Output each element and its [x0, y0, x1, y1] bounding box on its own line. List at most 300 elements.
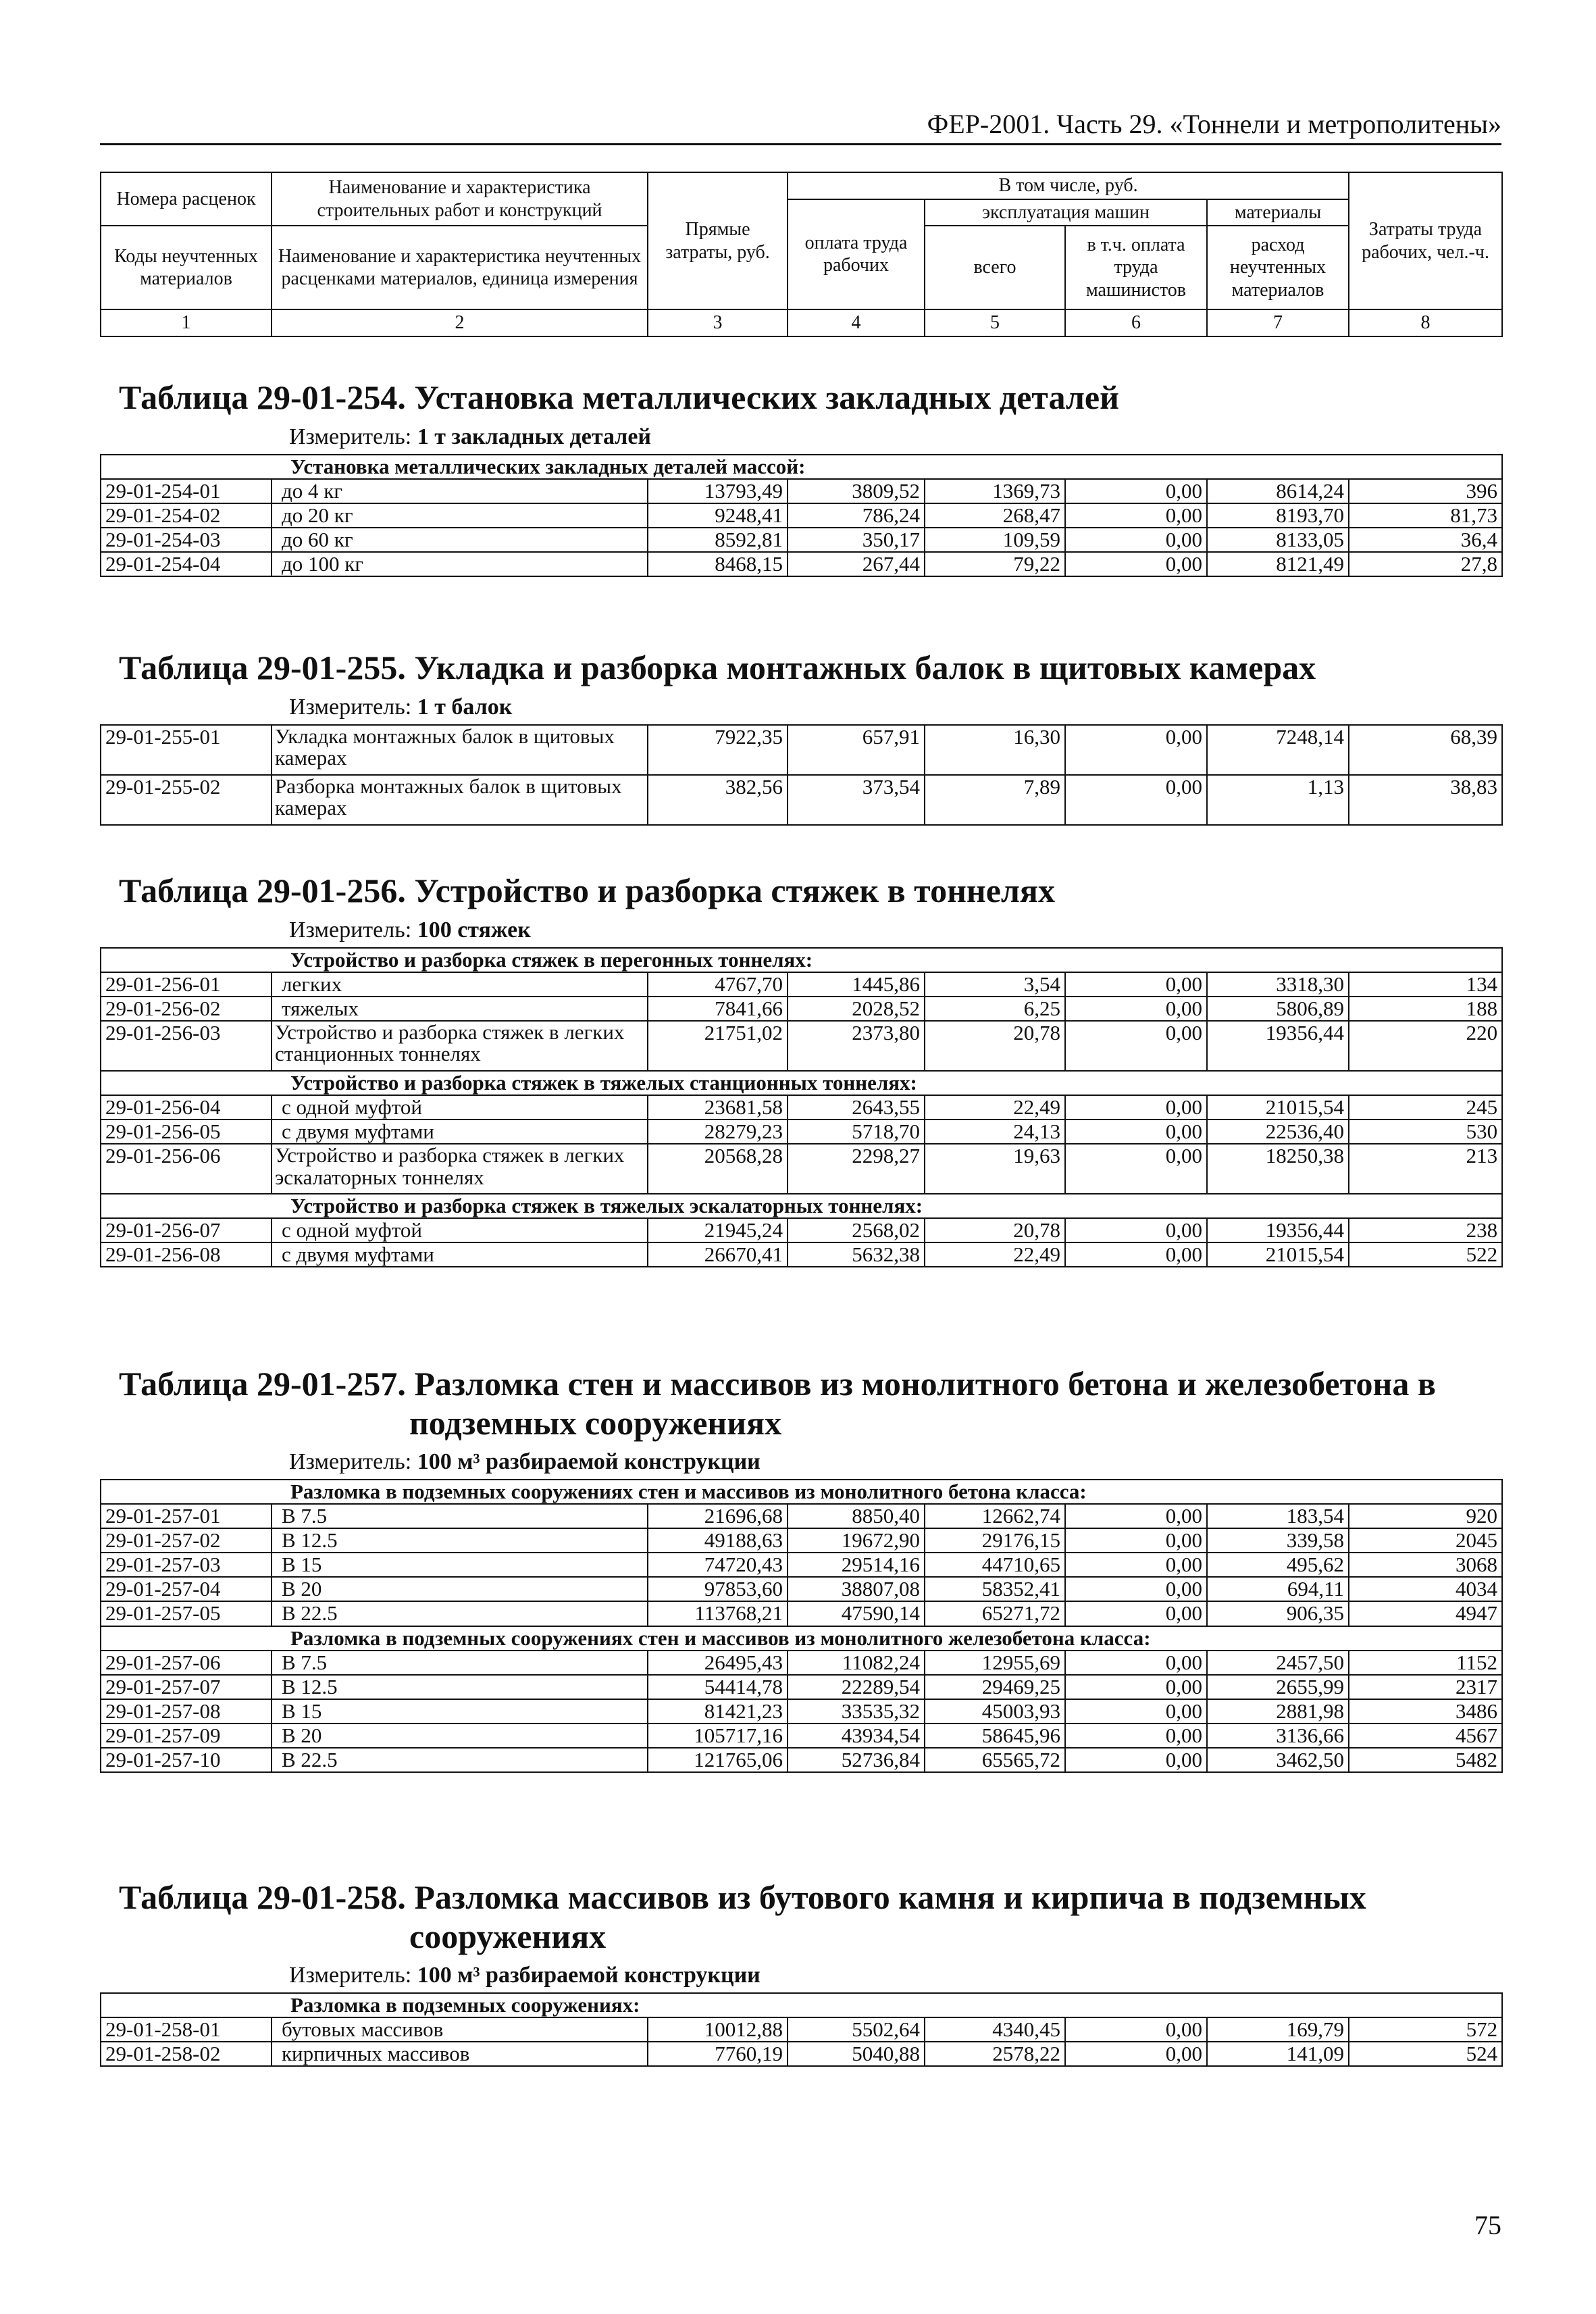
materials-cost: 2881,98 [1207, 1699, 1349, 1724]
table-row [101, 1748, 1502, 1772]
labor-pay: 267,44 [788, 552, 925, 576]
col-index-5: 5 [925, 309, 1065, 336]
machine-cost: 20,78 [925, 1218, 1065, 1242]
direct-cost: 49188,63 [648, 1528, 788, 1553]
materials-cost: 169,79 [1207, 2017, 1349, 2042]
rate-table-section [100, 1878, 1501, 2067]
machine-cost: 22,49 [925, 1242, 1065, 1267]
rate-code: 29-01-255-02 [101, 775, 272, 825]
table-title-line: Таблица 29-01-257. Разломка стен и массивов из монолитного бетона и железобетона в [119, 1365, 1436, 1403]
labor-hours: 3486 [1349, 1699, 1502, 1724]
table-row [101, 552, 1502, 576]
rate-code: 29-01-256-08 [101, 1242, 272, 1267]
materials-cost: 18250,38 [1207, 1144, 1349, 1194]
work-name: В 7.5 [272, 1504, 648, 1528]
table-title-line: Таблица 29-01-255. Укладка и разборка монтажных балок в щитовых камерах [119, 649, 1316, 686]
col-labor-pay-header: оплата труда рабочих [788, 199, 925, 310]
table-title [119, 1365, 1501, 1442]
direct-cost: 8592,81 [648, 528, 788, 552]
rate-table-section [100, 378, 1501, 577]
machinist-pay: 0,00 [1065, 1577, 1207, 1601]
table-row [101, 775, 1502, 825]
group-label: Устройство и разборка стяжек в перегонных тоннелях: [101, 948, 1502, 972]
machinist-pay: 0,00 [1065, 2017, 1207, 2042]
table-row [101, 972, 1502, 997]
rate-table [100, 947, 1503, 1268]
machine-cost: 65565,72 [925, 1748, 1065, 1772]
col-materials-usage-header: расход неучтенных материалов [1207, 226, 1349, 309]
machinist-pay: 0,00 [1065, 552, 1207, 576]
materials-cost: 19356,44 [1207, 1218, 1349, 1242]
table-row [101, 1651, 1502, 1675]
group-header-row [101, 455, 1502, 479]
rate-code: 29-01-256-01 [101, 972, 272, 997]
machinist-pay: 0,00 [1065, 503, 1207, 528]
rate-code: 29-01-254-02 [101, 503, 272, 528]
work-name: до 100 кг [272, 552, 648, 576]
machine-cost: 3,54 [925, 972, 1065, 997]
materials-cost: 8193,70 [1207, 503, 1349, 528]
measure-unit: 100 м³ разбираемой конструкции [417, 1963, 761, 1988]
direct-cost: 23681,58 [648, 1095, 788, 1120]
machine-cost: 22,49 [925, 1095, 1065, 1120]
table-title [119, 1878, 1501, 1956]
table-title-line: Таблица 29-01-258. Разломка массивов из бутового камня и кирпича в подземных [119, 1878, 1366, 1916]
measure-unit-line [289, 1963, 1501, 1988]
labor-pay: 1445,86 [788, 972, 925, 997]
machinist-pay: 0,00 [1065, 725, 1207, 775]
direct-cost: 81421,23 [648, 1699, 788, 1724]
group-header-row [101, 1194, 1502, 1218]
measure-unit-line [289, 917, 1501, 943]
work-name: В 20 [272, 1577, 648, 1601]
machinist-pay: 0,00 [1065, 1218, 1207, 1242]
measure-label: Измеритель: [289, 1449, 412, 1474]
machinist-pay: 0,00 [1065, 997, 1207, 1021]
direct-cost: 4767,70 [648, 972, 788, 997]
labor-pay: 5502,64 [788, 2017, 925, 2042]
rate-code: 29-01-256-06 [101, 1144, 272, 1194]
measure-unit-line [289, 1449, 1501, 1475]
machinist-pay: 0,00 [1065, 1528, 1207, 1553]
direct-cost: 8468,15 [648, 552, 788, 576]
work-name: с одной муфтой [272, 1095, 648, 1120]
column-header-table [100, 172, 1503, 337]
rate-code: 29-01-257-02 [101, 1528, 272, 1553]
table-title-line-2: сооружениях [409, 1917, 607, 1955]
labor-hours: 188 [1349, 997, 1502, 1021]
materials-cost: 2457,50 [1207, 1651, 1349, 1675]
labor-pay: 786,24 [788, 503, 925, 528]
machinist-pay: 0,00 [1065, 1748, 1207, 1772]
table-row [101, 1021, 1502, 1071]
rate-code: 29-01-256-07 [101, 1218, 272, 1242]
running-title: ФЕР-2001. Часть 29. «Тоннели и метрополитены» [927, 109, 1501, 139]
group-label: Разломка в подземных сооружениях: [101, 1993, 1502, 2017]
labor-pay: 350,17 [788, 528, 925, 552]
work-name: В 22.5 [272, 1601, 648, 1626]
materials-cost: 3462,50 [1207, 1748, 1349, 1772]
labor-hours: 220 [1349, 1021, 1502, 1071]
machine-cost: 2578,22 [925, 2042, 1065, 2066]
materials-cost: 21015,54 [1207, 1095, 1349, 1120]
rate-code: 29-01-254-01 [101, 479, 272, 503]
rate-table [100, 1479, 1503, 1773]
direct-cost: 74720,43 [648, 1553, 788, 1577]
materials-cost: 7248,14 [1207, 725, 1349, 775]
materials-cost: 495,62 [1207, 1553, 1349, 1577]
table-title-line: Таблица 29-01-256. Устройство и разборка стяжек в тоннелях [119, 872, 1055, 909]
work-name: легких [272, 972, 648, 997]
machine-cost: 6,25 [925, 997, 1065, 1021]
measure-unit: 100 стяжек [417, 917, 531, 942]
machinist-pay: 0,00 [1065, 1144, 1207, 1194]
group-label: Установка металлических закладных деталей массой: [101, 455, 1502, 479]
machinist-pay: 0,00 [1065, 1675, 1207, 1699]
labor-pay: 2028,52 [788, 997, 925, 1021]
rate-code: 29-01-257-09 [101, 1724, 272, 1748]
machinist-pay: 0,00 [1065, 1095, 1207, 1120]
rate-code: 29-01-256-02 [101, 997, 272, 1021]
labor-hours: 68,39 [1349, 725, 1502, 775]
work-name: кирпичных массивов [272, 2042, 648, 2066]
labor-pay: 3809,52 [788, 479, 925, 503]
labor-hours: 524 [1349, 2042, 1502, 2066]
direct-cost: 113768,21 [648, 1601, 788, 1626]
rate-code: 29-01-255-01 [101, 725, 272, 775]
machine-cost: 19,63 [925, 1144, 1065, 1194]
rate-code: 29-01-257-04 [101, 1577, 272, 1601]
work-name: Разборка монтажных балок в щитовых камерах [272, 775, 648, 825]
rate-code: 29-01-257-05 [101, 1601, 272, 1626]
machine-cost: 1369,73 [925, 479, 1065, 503]
machinist-pay: 0,00 [1065, 972, 1207, 997]
materials-cost: 906,35 [1207, 1601, 1349, 1626]
labor-hours: 2045 [1349, 1528, 1502, 1553]
labor-hours: 5482 [1349, 1748, 1502, 1772]
measure-unit-line [289, 424, 1501, 450]
table-row [101, 725, 1502, 775]
machine-cost: 16,30 [925, 725, 1065, 775]
col-index-8: 8 [1349, 309, 1502, 336]
table-row [101, 2042, 1502, 2066]
work-name: В 12.5 [272, 1528, 648, 1553]
rate-code: 29-01-254-03 [101, 528, 272, 552]
direct-cost: 26670,41 [648, 1242, 788, 1267]
col-index-7: 7 [1207, 309, 1349, 336]
table-row [101, 1699, 1502, 1724]
materials-cost: 19356,44 [1207, 1021, 1349, 1071]
col-index-3: 3 [648, 309, 788, 336]
labor-hours: 38,83 [1349, 775, 1502, 825]
rate-code: 29-01-254-04 [101, 552, 272, 576]
group-header-row [101, 948, 1502, 972]
labor-hours: 27,8 [1349, 552, 1502, 576]
table-row [101, 1120, 1502, 1144]
machine-cost: 45003,93 [925, 1699, 1065, 1724]
direct-cost: 10012,88 [648, 2017, 788, 2042]
materials-cost: 3136,66 [1207, 1724, 1349, 1748]
work-name: В 20 [272, 1724, 648, 1748]
table-row [101, 1601, 1502, 1626]
machine-cost: 12662,74 [925, 1504, 1065, 1528]
labor-pay: 2373,80 [788, 1021, 925, 1071]
materials-cost: 3318,30 [1207, 972, 1349, 997]
machine-cost: 4340,45 [925, 2017, 1065, 2042]
group-label: Устройство и разборка стяжек в тяжелых эскалаторных тоннелях: [101, 1194, 1502, 1218]
rate-table-section [100, 649, 1501, 826]
group-label: Разломка в подземных сооружениях стен и массивов из монолитного бетона класса: [101, 1480, 1502, 1504]
machine-cost: 58645,96 [925, 1724, 1065, 1748]
group-header-row [101, 1993, 1502, 2017]
measure-unit: 100 м³ разбираемой конструкции [417, 1449, 761, 1474]
labor-hours: 36,4 [1349, 528, 1502, 552]
col-machine-total-header: всего [925, 226, 1065, 309]
labor-hours: 396 [1349, 479, 1502, 503]
table-row [101, 1504, 1502, 1528]
machinist-pay: 0,00 [1065, 775, 1207, 825]
materials-cost: 5806,89 [1207, 997, 1349, 1021]
work-name: В 22.5 [272, 1748, 648, 1772]
rate-table-section [100, 872, 1501, 1267]
table-row [101, 1242, 1502, 1267]
direct-cost: 7841,66 [648, 997, 788, 1021]
labor-pay: 43934,54 [788, 1724, 925, 1748]
direct-cost: 382,56 [648, 775, 788, 825]
work-name: В 7.5 [272, 1651, 648, 1675]
materials-cost: 183,54 [1207, 1504, 1349, 1528]
machinist-pay: 0,00 [1065, 1504, 1207, 1528]
group-label: Разломка в подземных сооружениях стен и массивов из монолитного железобетона класса: [101, 1626, 1502, 1651]
machinist-pay: 0,00 [1065, 479, 1207, 503]
work-name: с одной муфтой [272, 1218, 648, 1242]
work-name: бутовых массивов [272, 2017, 648, 2042]
rate-table-section [100, 1365, 1501, 1773]
labor-hours: 1152 [1349, 1651, 1502, 1675]
col-name-header: Наименование и характеристика строительных работ и конструкций [272, 172, 648, 226]
group-header-row [101, 1626, 1502, 1651]
group-header-row [101, 1071, 1502, 1095]
work-name: В 15 [272, 1553, 648, 1577]
materials-cost: 1,13 [1207, 775, 1349, 825]
direct-cost: 9248,41 [648, 503, 788, 528]
materials-cost: 141,09 [1207, 2042, 1349, 2066]
col-direct-header: Прямые затраты, руб. [648, 172, 788, 309]
table-row [101, 2017, 1502, 2042]
labor-hours: 245 [1349, 1095, 1502, 1120]
machine-cost: 268,47 [925, 503, 1065, 528]
materials-cost: 8121,49 [1207, 552, 1349, 576]
table-title [119, 649, 1501, 688]
work-name: Укладка монтажных балок в щитовых камерах [272, 725, 648, 775]
table-row [101, 1724, 1502, 1748]
labor-hours: 920 [1349, 1504, 1502, 1528]
machine-cost: 65271,72 [925, 1601, 1065, 1626]
col-index-2: 2 [272, 309, 648, 336]
machine-cost: 12955,69 [925, 1651, 1065, 1675]
table-row [101, 1675, 1502, 1699]
table-row [101, 479, 1502, 503]
labor-hours: 4947 [1349, 1601, 1502, 1626]
table-row [101, 1144, 1502, 1194]
machinist-pay: 0,00 [1065, 1021, 1207, 1071]
col-codes-header: Коды неучтенных материалов [101, 226, 272, 309]
labor-hours: 2317 [1349, 1675, 1502, 1699]
table-row [101, 1095, 1502, 1120]
table-title [119, 872, 1501, 911]
labor-pay: 5632,38 [788, 1242, 925, 1267]
labor-pay: 373,54 [788, 775, 925, 825]
table-row [101, 1577, 1502, 1601]
measure-unit: 1 т балок [417, 694, 513, 720]
table-row [101, 1553, 1502, 1577]
labor-hours: 213 [1349, 1144, 1502, 1194]
machine-cost: 29469,25 [925, 1675, 1065, 1699]
work-name: Устройство и разборка стяжек в легких эскалаторных тоннелях [272, 1144, 648, 1194]
rate-table [100, 724, 1503, 826]
labor-pay: 38807,08 [788, 1577, 925, 1601]
machine-cost: 58352,41 [925, 1577, 1065, 1601]
col-name2-header: Наименование и характеристика неучтенных расценками материалов, единица измерения [272, 226, 648, 309]
rate-code: 29-01-258-01 [101, 2017, 272, 2042]
measure-unit-line [289, 695, 1501, 720]
machine-cost: 29176,15 [925, 1528, 1065, 1553]
labor-pay: 8850,40 [788, 1504, 925, 1528]
table-row [101, 1528, 1502, 1553]
labor-pay: 33535,32 [788, 1699, 925, 1724]
table-row [101, 1218, 1502, 1242]
labor-pay: 11082,24 [788, 1651, 925, 1675]
materials-cost: 8614,24 [1207, 479, 1349, 503]
materials-cost: 694,11 [1207, 1577, 1349, 1601]
work-name: В 12.5 [272, 1675, 648, 1699]
header-rule [100, 143, 1501, 145]
group-label: Устройство и разборка стяжек в тяжелых станционных тоннелях: [101, 1071, 1502, 1095]
col-index-4: 4 [788, 309, 925, 336]
direct-cost: 105717,16 [648, 1724, 788, 1748]
table-title-line-2: подземных сооружениях [409, 1403, 782, 1442]
measure-label: Измеритель: [289, 424, 412, 449]
labor-pay: 5718,70 [788, 1120, 925, 1144]
table-row [101, 528, 1502, 552]
work-name: до 20 кг [272, 503, 648, 528]
measure-label: Измеритель: [289, 694, 412, 720]
rate-code: 29-01-257-03 [101, 1553, 272, 1577]
work-name: Устройство и разборка стяжек в легких станционных тоннелях [272, 1021, 648, 1071]
labor-hours: 4567 [1349, 1724, 1502, 1748]
labor-hours: 3068 [1349, 1553, 1502, 1577]
machinist-pay: 0,00 [1065, 2042, 1207, 2066]
labor-pay: 52736,84 [788, 1748, 925, 1772]
col-machine-header: эксплуатация машин [925, 199, 1207, 226]
machinist-pay: 0,00 [1065, 1699, 1207, 1724]
machinist-pay: 0,00 [1065, 528, 1207, 552]
group-header-row [101, 1480, 1502, 1504]
col-index-1: 1 [101, 309, 272, 336]
direct-cost: 21945,24 [648, 1218, 788, 1242]
machine-cost: 24,13 [925, 1120, 1065, 1144]
col-materials-header: материалы [1207, 199, 1349, 226]
machine-cost: 44710,65 [925, 1553, 1065, 1577]
measure-label: Измеритель: [289, 917, 412, 942]
direct-cost: 26495,43 [648, 1651, 788, 1675]
col-incl-header: В том числе, руб. [788, 172, 1349, 199]
work-name: до 4 кг [272, 479, 648, 503]
rate-code: 29-01-257-06 [101, 1651, 272, 1675]
labor-pay: 19672,90 [788, 1528, 925, 1553]
table-row [101, 503, 1502, 528]
materials-cost: 339,58 [1207, 1528, 1349, 1553]
labor-hours: 238 [1349, 1218, 1502, 1242]
rate-code: 29-01-257-07 [101, 1675, 272, 1699]
materials-cost: 2655,99 [1207, 1675, 1349, 1699]
direct-cost: 28279,23 [648, 1120, 788, 1144]
labor-pay: 29514,16 [788, 1553, 925, 1577]
labor-pay: 657,91 [788, 725, 925, 775]
rate-code: 29-01-258-02 [101, 2042, 272, 2066]
labor-hours: 81,73 [1349, 503, 1502, 528]
table-title [119, 378, 1501, 418]
measure-unit: 1 т закладных деталей [417, 424, 652, 449]
labor-pay: 5040,88 [788, 2042, 925, 2066]
machinist-pay: 0,00 [1065, 1601, 1207, 1626]
materials-cost: 21015,54 [1207, 1242, 1349, 1267]
machine-cost: 109,59 [925, 528, 1065, 552]
labor-pay: 2643,55 [788, 1095, 925, 1120]
direct-cost: 21751,02 [648, 1021, 788, 1071]
work-name: В 15 [272, 1699, 648, 1724]
rate-code: 29-01-256-04 [101, 1095, 272, 1120]
col-machine-pay-header: в т.ч. оплата труда машинистов [1065, 226, 1207, 309]
col-index-6: 6 [1065, 309, 1207, 336]
machinist-pay: 0,00 [1065, 1242, 1207, 1267]
direct-cost: 7760,19 [648, 2042, 788, 2066]
labor-pay: 47590,14 [788, 1601, 925, 1626]
work-name: тяжелых [272, 997, 648, 1021]
machinist-pay: 0,00 [1065, 1651, 1207, 1675]
work-name: с двумя муфтами [272, 1120, 648, 1144]
labor-pay: 2568,02 [788, 1218, 925, 1242]
page-number: 75 [1474, 2210, 1501, 2240]
labor-hours: 4034 [1349, 1577, 1502, 1601]
direct-cost: 13793,49 [648, 479, 788, 503]
direct-cost: 7922,35 [648, 725, 788, 775]
labor-hours: 572 [1349, 2017, 1502, 2042]
rate-code: 29-01-256-03 [101, 1021, 272, 1071]
table-row [101, 997, 1502, 1021]
work-name: до 60 кг [272, 528, 648, 552]
rate-table [100, 1992, 1503, 2067]
machinist-pay: 0,00 [1065, 1724, 1207, 1748]
direct-cost: 20568,28 [648, 1144, 788, 1194]
labor-pay: 22289,54 [788, 1675, 925, 1699]
rate-code: 29-01-257-01 [101, 1504, 272, 1528]
labor-hours: 134 [1349, 972, 1502, 997]
direct-cost: 121765,06 [648, 1748, 788, 1772]
rate-code: 29-01-257-08 [101, 1699, 272, 1724]
rate-code: 29-01-257-10 [101, 1748, 272, 1772]
rate-table [100, 454, 1503, 577]
materials-cost: 8133,05 [1207, 528, 1349, 552]
measure-label: Измеритель: [289, 1963, 412, 1988]
machine-cost: 79,22 [925, 552, 1065, 576]
direct-cost: 97853,60 [648, 1577, 788, 1601]
col-number-header: Номера расценок [101, 172, 272, 226]
labor-pay: 2298,27 [788, 1144, 925, 1194]
labor-hours: 522 [1349, 1242, 1502, 1267]
work-name: с двумя муфтами [272, 1242, 648, 1267]
direct-cost: 54414,78 [648, 1675, 788, 1699]
